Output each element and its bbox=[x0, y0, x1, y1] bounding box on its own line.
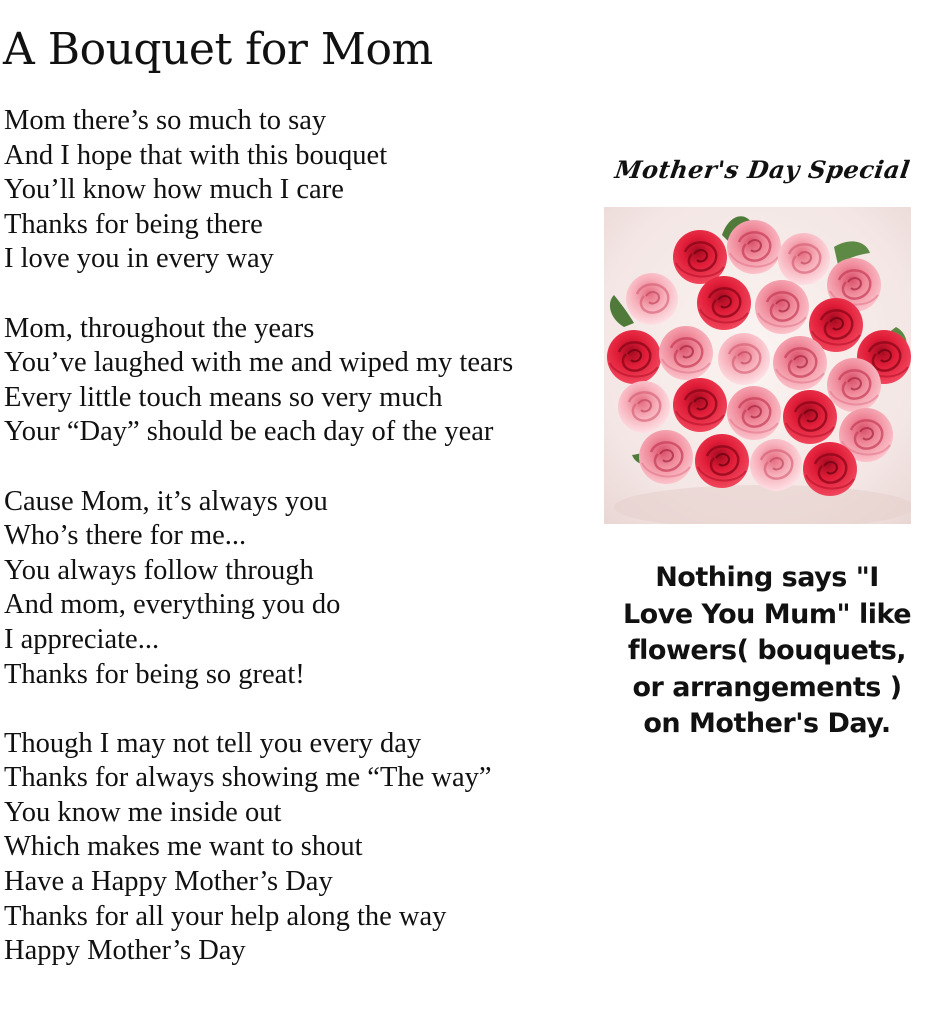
poem-line: Every little touch means so very much bbox=[4, 381, 443, 413]
poem-line: I appreciate... bbox=[4, 623, 160, 655]
poem-stanza-2 bbox=[4, 312, 513, 450]
poem-line: Thanks for being so great! bbox=[4, 658, 305, 690]
poem-line: You’ll know how much I care bbox=[4, 174, 344, 206]
promo-line: or arrangements ) bbox=[632, 671, 902, 703]
poem-line: You always follow through bbox=[4, 554, 314, 586]
poem-line: Who’s there for me... bbox=[4, 520, 247, 552]
poem-line: You know me inside out bbox=[4, 796, 282, 828]
poem-line: And I hope that with this bouquet bbox=[4, 139, 388, 171]
promo-line: flowers( bouquets, bbox=[627, 635, 907, 666]
poem-line: Your “Day” should be each day of the year bbox=[4, 416, 494, 448]
poem-stanza-4 bbox=[4, 727, 513, 969]
poem-line: Happy Mother’s Day bbox=[4, 935, 246, 967]
poem-line: And mom, everything you do bbox=[4, 589, 341, 621]
poem-line: I love you in every way bbox=[4, 243, 274, 275]
mothers-day-special-heading: Mother's Day Special bbox=[613, 155, 912, 184]
promo-line: Nothing says "I bbox=[655, 562, 879, 593]
poem-stanza-3 bbox=[4, 485, 513, 693]
promo-line: on Mother's Day. bbox=[643, 708, 891, 739]
poem-line: Have a Happy Mother’s Day bbox=[4, 866, 333, 898]
poem-line: Thanks for all your help along the way bbox=[4, 900, 447, 932]
poem-line: Mom there’s so much to say bbox=[4, 105, 327, 136]
poem-stanza-1 bbox=[4, 104, 513, 277]
page-title: A Bouquet for Mom bbox=[3, 24, 433, 75]
poem-line: Cause Mom, it’s always you bbox=[4, 485, 328, 517]
poem-line: Though I may not tell you every day bbox=[4, 727, 422, 759]
promo-text bbox=[598, 560, 931, 743]
poem bbox=[4, 104, 513, 969]
rose-bouquet-icon bbox=[604, 207, 911, 524]
promo-line: Love You Mum" like bbox=[622, 598, 912, 630]
poem-line: Mom, throughout the years bbox=[4, 312, 315, 344]
poem-line: Which makes me want to shout bbox=[4, 831, 363, 863]
rose-bouquet-image bbox=[604, 207, 911, 524]
poem-line: Thanks for being there bbox=[4, 208, 263, 240]
poem-line: You’ve laughed with me and wiped my tears bbox=[4, 347, 514, 379]
poem-line: Thanks for always showing me “The way” bbox=[4, 762, 492, 794]
